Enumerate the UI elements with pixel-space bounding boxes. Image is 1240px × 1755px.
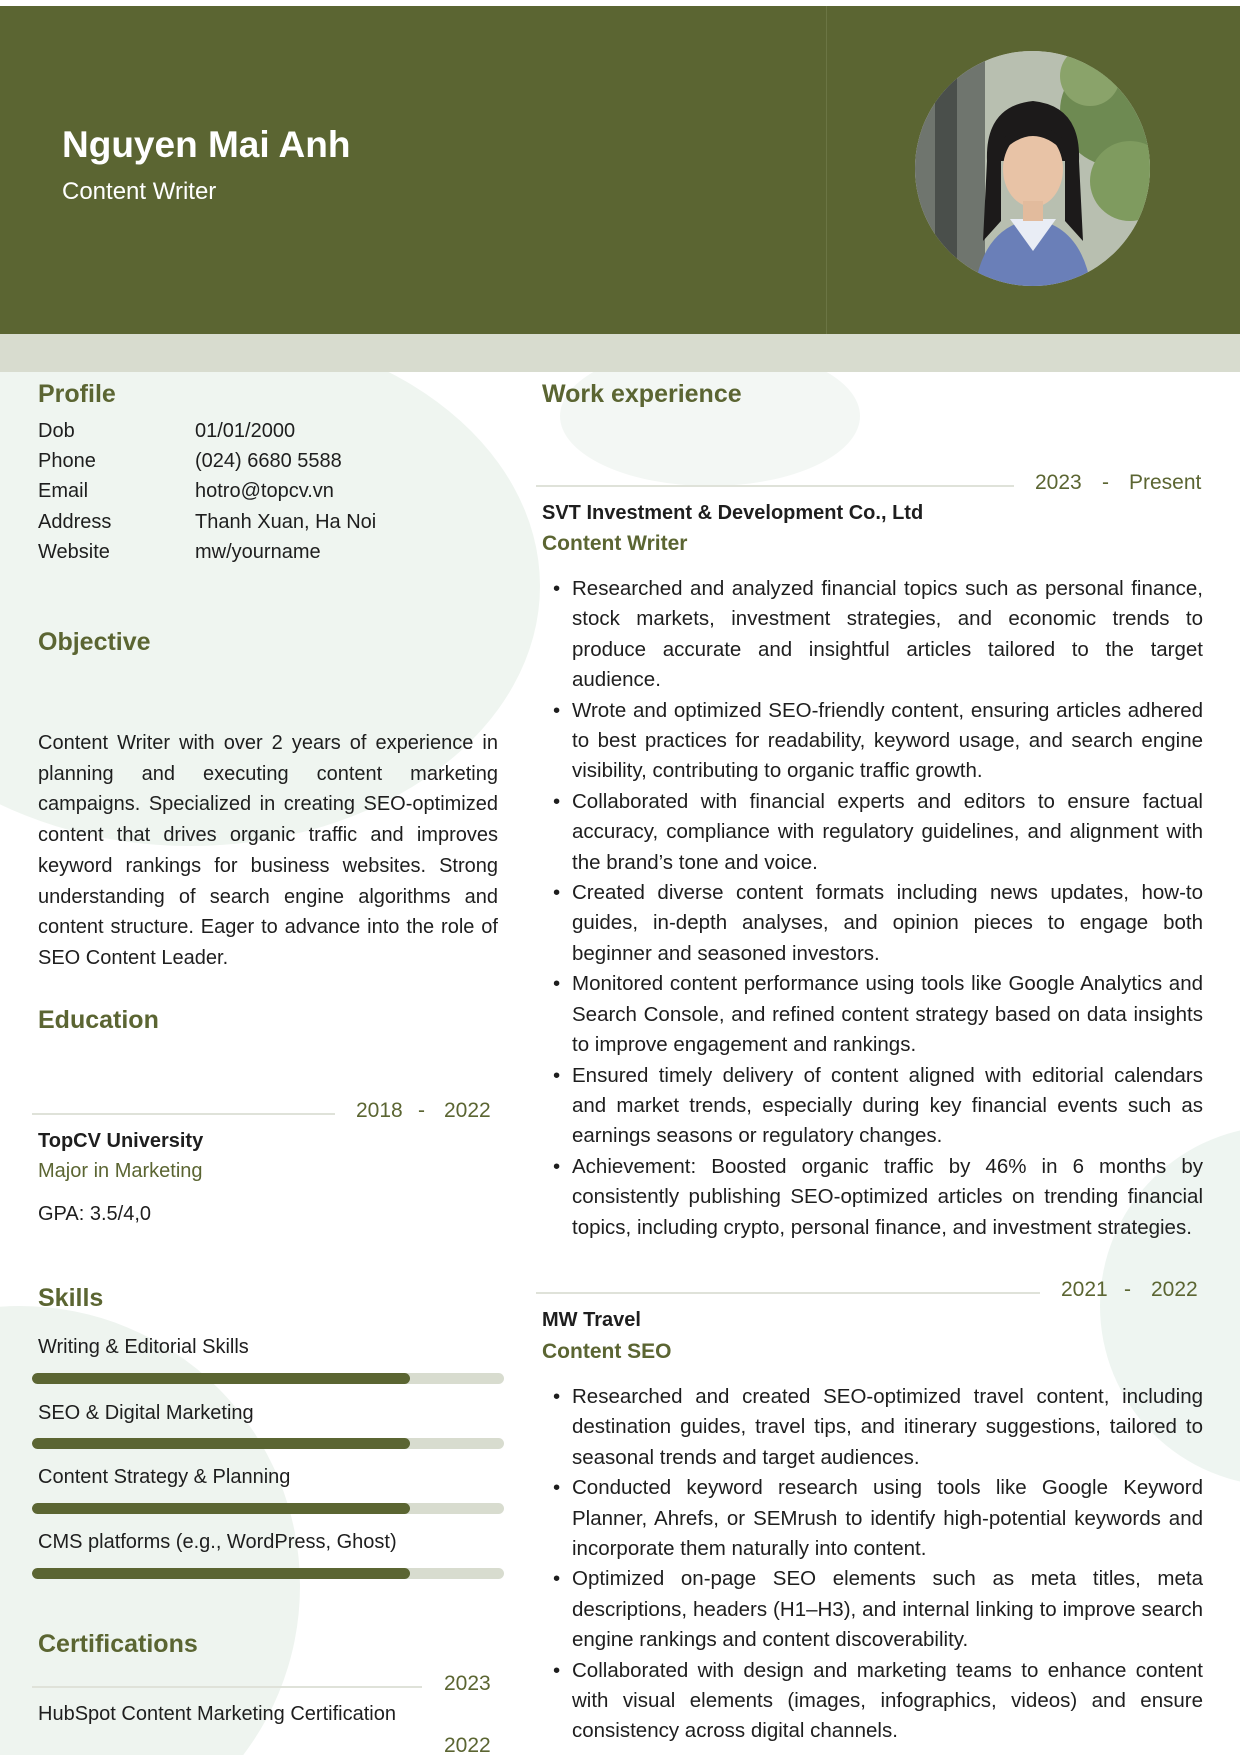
job-start-year: 2021 — [1061, 1278, 1108, 1301]
portrait-photo — [915, 51, 1150, 286]
candidate-title: Content Writer — [62, 178, 217, 205]
section-heading-work-experience: Work experience — [542, 380, 742, 408]
section-heading-profile: Profile — [38, 380, 116, 408]
profile-value: Thanh Xuan, Ha Noi — [195, 511, 377, 533]
certification-name: HubSpot Content Marketing Certification — [38, 1703, 396, 1725]
section-heading-skills: Skills — [38, 1284, 104, 1312]
certification-year: 2023 — [444, 1672, 491, 1695]
skill-bar-fill — [32, 1568, 410, 1579]
list-item: • Collaborated with design and marketing teams to enhance content with visual elements (images, infographics, videos) and ensure consistency across digital channels. — [553, 1656, 1203, 1747]
education-end-year: 2022 — [444, 1099, 491, 1122]
profile-value: (024) 6680 5588 — [195, 450, 342, 472]
job-bullets — [553, 1382, 1203, 1747]
list-item: • Wrote and optimized SEO-friendly content, ensuring articles adhered to best practices for readability, keyword usage, and search engine visibility, contributing to organic traffic growth. — [553, 696, 1203, 787]
profile-value: hotro@topcv.vn — [195, 480, 334, 502]
skill-bar-fill — [32, 1373, 410, 1384]
section-heading-objective: Objective — [38, 628, 151, 656]
list-item: • Ensured timely delivery of content aligned with editorial calendars and market trends, especially during key financial events such as earnings seasons or regulatory changes. — [553, 1061, 1203, 1152]
skill-name: Writing & Editorial Skills — [38, 1336, 249, 1358]
skill-name: SEO & Digital Marketing — [38, 1402, 254, 1424]
resume-page — [0, 6, 1240, 1755]
job-start-year: 2023 — [1035, 471, 1082, 494]
header-banner — [0, 6, 1240, 334]
job-role: Content SEO — [542, 1340, 672, 1363]
date-separator: - — [418, 1099, 425, 1122]
profile-label: Dob — [38, 420, 75, 442]
skill-name: Content Strategy & Planning — [38, 1466, 291, 1488]
list-item: • Researched and created SEO-optimized travel content, including destination guides, travel tips, and itinerary suggestions, tailored to seasonal trends and target audiences. — [553, 1382, 1203, 1473]
list-item: • Collaborated with financial experts and editors to ensure factual accuracy, compliance with regulatory guidelines, and alignment with the brand’s tone and voice. — [553, 787, 1203, 878]
job-end-year: 2022 — [1151, 1278, 1198, 1301]
date-separator: - — [1102, 471, 1109, 494]
certification-year: 2022 — [444, 1734, 491, 1755]
header-divider — [826, 6, 827, 334]
skill-name: CMS platforms (e.g., WordPress, Ghost) — [38, 1531, 397, 1553]
skill-bar — [32, 1568, 504, 1579]
company-name: MW Travel — [542, 1309, 641, 1331]
skill-bar — [32, 1503, 504, 1514]
job-end-year: Present — [1129, 471, 1202, 494]
profile-label: Email — [38, 480, 89, 502]
job-rule — [536, 485, 1014, 487]
education-start-year: 2018 — [356, 1099, 403, 1122]
section-heading-certifications: Certifications — [38, 1630, 198, 1658]
job-bullets — [553, 574, 1203, 1243]
profile-label: Phone — [38, 450, 96, 472]
skill-bar — [32, 1373, 504, 1384]
education-major: Major in Marketing — [38, 1160, 203, 1182]
education-gpa: GPA: 3.5/4,0 — [38, 1203, 152, 1225]
profile-label: Website — [38, 541, 110, 563]
certification-rule — [32, 1686, 422, 1688]
section-heading-education: Education — [38, 1006, 159, 1034]
list-item: • Achievement: Boosted organic traffic by 46% in 6 months by consistently publishing SEO-optimized articles on trending financial topics, including crypto, personal finance, and investment strategies. — [553, 1152, 1203, 1243]
objective-text: Content Writer with over 2 years of experience in planning and executing content marketing campaigns. Specialized in creating SEO-optimized content that drives organic traffic and improves keyword rankings for business websites. Strong understanding of search engine algorithms and content structure. Eager to advance into the role of SEO Content Leader. — [38, 732, 498, 969]
list-item: • Created diverse content formats including news updates, how-to guides, in-depth analyses, and opinion pieces to engage both beginner and seasoned investors. — [553, 878, 1203, 969]
education-rule — [32, 1113, 335, 1115]
skill-bar — [32, 1438, 504, 1449]
candidate-name: Nguyen Mai Anh — [62, 124, 351, 165]
date-separator: - — [1124, 1278, 1131, 1301]
skill-bar-fill — [32, 1503, 410, 1514]
list-item: • Researched and analyzed financial topics such as personal finance, stock markets, investment strategies, and economic trends to produce accurate and insightful articles tailored to the target audience. — [553, 574, 1203, 696]
list-item: • Monitored content performance using tools like Google Analytics and Search Console, and refined content strategy based on data insights to improve engagement and rankings. — [553, 969, 1203, 1060]
job-role: Content Writer — [542, 532, 688, 555]
profile-value: mw/yourname — [195, 541, 321, 563]
profile-value: 01/01/2000 — [195, 420, 296, 442]
list-item: • Conducted keyword research using tools like Google Keyword Planner, Ahrefs, or SEMrush to identify high-potential keywords and incorporate them naturally into content. — [553, 1473, 1203, 1564]
avatar — [915, 51, 1150, 286]
skill-bar-fill — [32, 1438, 410, 1449]
school-name: TopCV University — [38, 1130, 204, 1152]
profile-label: Address — [38, 511, 112, 533]
job-rule — [536, 1292, 1040, 1294]
list-item: • Optimized on-page SEO elements such as meta titles, meta descriptions, headers (H1–H3), and internal linking to improve search engine rankings and content discoverability. — [553, 1564, 1203, 1655]
header-band — [0, 334, 1240, 372]
company-name: SVT Investment & Development Co., Ltd — [542, 502, 924, 524]
